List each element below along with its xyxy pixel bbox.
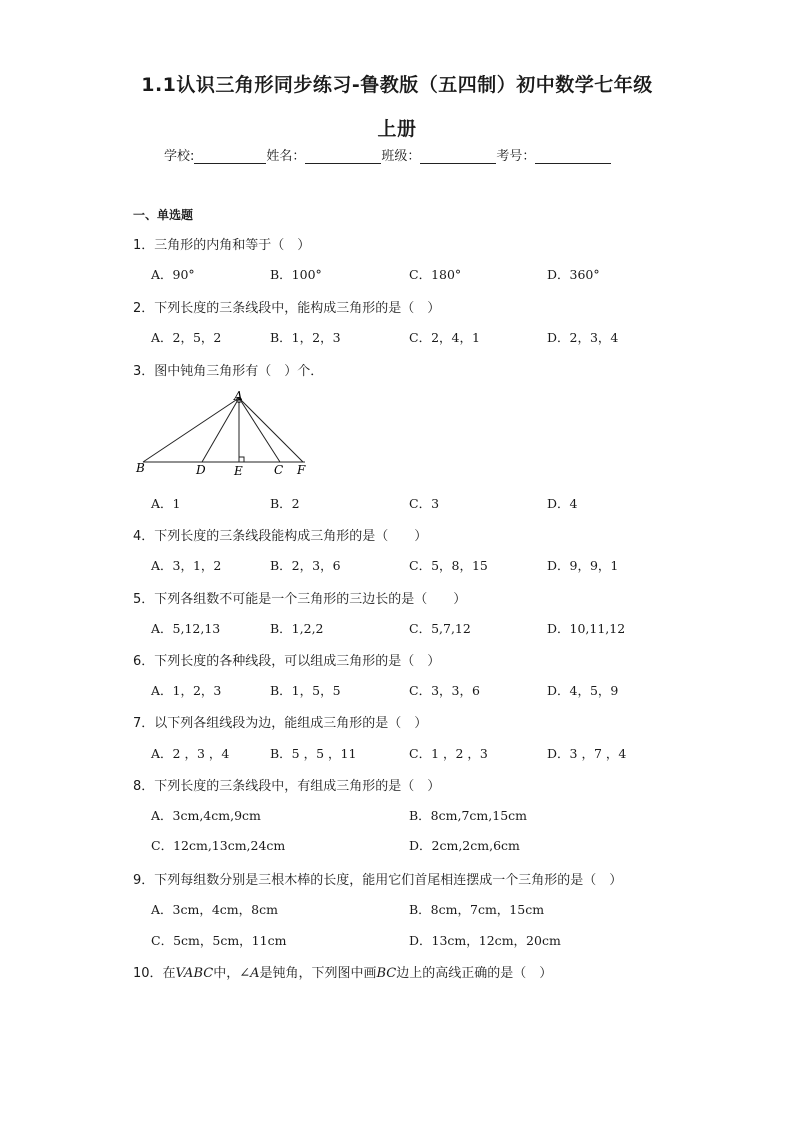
label-e: E xyxy=(234,464,243,478)
q2-option-d[interactable]: D．2，3，4 xyxy=(547,330,619,345)
worksheet-title-line1: 1.1认识三角形同步练习-鲁教版（五四制）初中数学七年级 xyxy=(141,74,653,96)
name-blank[interactable] xyxy=(305,149,381,164)
question-6-stem: 6．下列长度的各种线段，可以组成三角形的是（ ） xyxy=(133,654,441,669)
q6-option-c[interactable]: C．3，3，6 xyxy=(409,683,480,698)
question-3-stem: 3．图中钝角三角形有（ ）个． xyxy=(133,364,324,379)
q2-option-b[interactable]: B．1，2，3 xyxy=(270,330,341,345)
label-f: F xyxy=(297,463,306,477)
q5-option-d[interactable]: D．10,11,12 xyxy=(547,621,626,636)
school-label: 学校: xyxy=(164,149,195,164)
segment-ad xyxy=(202,398,239,462)
label-b: B xyxy=(136,461,145,475)
q7-option-a[interactable]: A．2 ，3 ，4 xyxy=(151,746,230,761)
q10-text-3: 是钝角，下列图中画 xyxy=(259,966,377,981)
q10-angle-symbol: ∠A xyxy=(239,966,260,981)
q10-text-4: 边上的高线正确的是（ ） xyxy=(396,966,553,981)
class-label: 班级： xyxy=(381,149,421,164)
q1-option-c[interactable]: C．180° xyxy=(409,267,462,282)
question-5-stem: 5．下列各组数不可能是一个三角形的三边长的是（ ） xyxy=(133,592,467,607)
segment-af xyxy=(239,398,303,462)
triangle-figure xyxy=(133,388,313,480)
question-9-stem: 9．下列每组数分别是三根木棒的长度，能用它们首尾相连摆成一个三角形的是（ ） xyxy=(133,873,623,888)
q8-option-a[interactable]: A．3cm,4cm,9cm xyxy=(151,808,261,823)
q4-option-d[interactable]: D．9，9，1 xyxy=(547,558,619,573)
q4-option-c[interactable]: C．5，8，15 xyxy=(409,558,488,573)
q10-text-2: 中， xyxy=(213,966,240,981)
segment-ac xyxy=(239,398,280,462)
q4-option-b[interactable]: B．2，3，6 xyxy=(270,558,341,573)
q5-option-c[interactable]: C．5,7,12 xyxy=(409,621,471,636)
exam-no-blank[interactable] xyxy=(535,149,611,164)
q2-option-c[interactable]: C．2，4，1 xyxy=(409,330,480,345)
q3-option-d[interactable]: D．4 xyxy=(547,496,578,511)
section-heading: 一、单选题 xyxy=(133,208,194,222)
q6-option-d[interactable]: D．4，5，9 xyxy=(547,683,619,698)
exam-no-label: 考号： xyxy=(496,149,536,164)
question-7-stem: 7．以下列各组线段为边，能组成三角形的是（ ） xyxy=(133,716,428,731)
label-c: C xyxy=(274,463,284,477)
q10-text-1: 10．在 xyxy=(133,966,176,981)
q2-option-a[interactable]: A．2，5，2 xyxy=(151,330,222,345)
q10-triangle-symbol: VABC xyxy=(175,966,214,981)
q1-option-a[interactable]: A．90° xyxy=(151,267,195,282)
worksheet-title-line2: 上册 xyxy=(377,118,417,140)
q5-option-a[interactable]: A．5,12,13 xyxy=(151,621,221,636)
q7-option-b[interactable]: B．5 ，5 ，11 xyxy=(270,746,357,761)
right-angle-mark xyxy=(239,457,244,462)
q3-option-a[interactable]: A．1 xyxy=(151,496,181,511)
q8-option-d[interactable]: D．2cm,2cm,6cm xyxy=(409,838,520,853)
name-label: 姓名： xyxy=(266,149,306,164)
q1-option-b[interactable]: B．100° xyxy=(270,267,322,282)
q9-option-c[interactable]: C．5cm，5cm，11cm xyxy=(151,933,287,948)
class-blank[interactable] xyxy=(420,149,496,164)
q7-option-c[interactable]: C．1 ，2 ，3 xyxy=(409,746,488,761)
q1-option-d[interactable]: D．360° xyxy=(547,267,600,282)
q10-side-symbol: BC xyxy=(376,966,397,981)
student-info-row xyxy=(164,145,611,164)
q4-option-a[interactable]: A．3，1，2 xyxy=(151,558,222,573)
label-a: A xyxy=(234,389,243,403)
q5-option-b[interactable]: B．1,2,2 xyxy=(270,621,324,636)
q9-option-d[interactable]: D．13cm，12cm，20cm xyxy=(409,933,561,948)
question-10-stem xyxy=(133,962,552,981)
q3-option-c[interactable]: C．3 xyxy=(409,496,440,511)
q9-option-a[interactable]: A．3cm，4cm，8cm xyxy=(151,902,278,917)
q3-option-b[interactable]: B．2 xyxy=(270,496,300,511)
q8-option-b[interactable]: B．8cm,7cm,15cm xyxy=(409,808,528,823)
q9-option-b[interactable]: B．8cm，7cm，15cm xyxy=(409,902,545,917)
question-1-stem: 1．三角形的内角和等于（ ） xyxy=(133,238,311,253)
q6-option-b[interactable]: B．1，5，5 xyxy=(270,683,341,698)
label-d: D xyxy=(196,463,206,477)
school-blank[interactable] xyxy=(194,149,266,164)
q7-option-d[interactable]: D．3 ，7 ，4 xyxy=(547,746,627,761)
q8-option-c[interactable]: C．12cm,13cm,24cm xyxy=(151,838,286,853)
question-2-stem: 2．下列长度的三条线段中，能构成三角形的是（ ） xyxy=(133,301,441,316)
question-4-stem: 4．下列长度的三条线段能构成三角形的是（ ） xyxy=(133,529,428,544)
segment-ab xyxy=(143,398,239,462)
q6-option-a[interactable]: A．1，2，3 xyxy=(151,683,222,698)
question-8-stem: 8．下列长度的三条线段中，有组成三角形的是（ ） xyxy=(133,779,441,794)
